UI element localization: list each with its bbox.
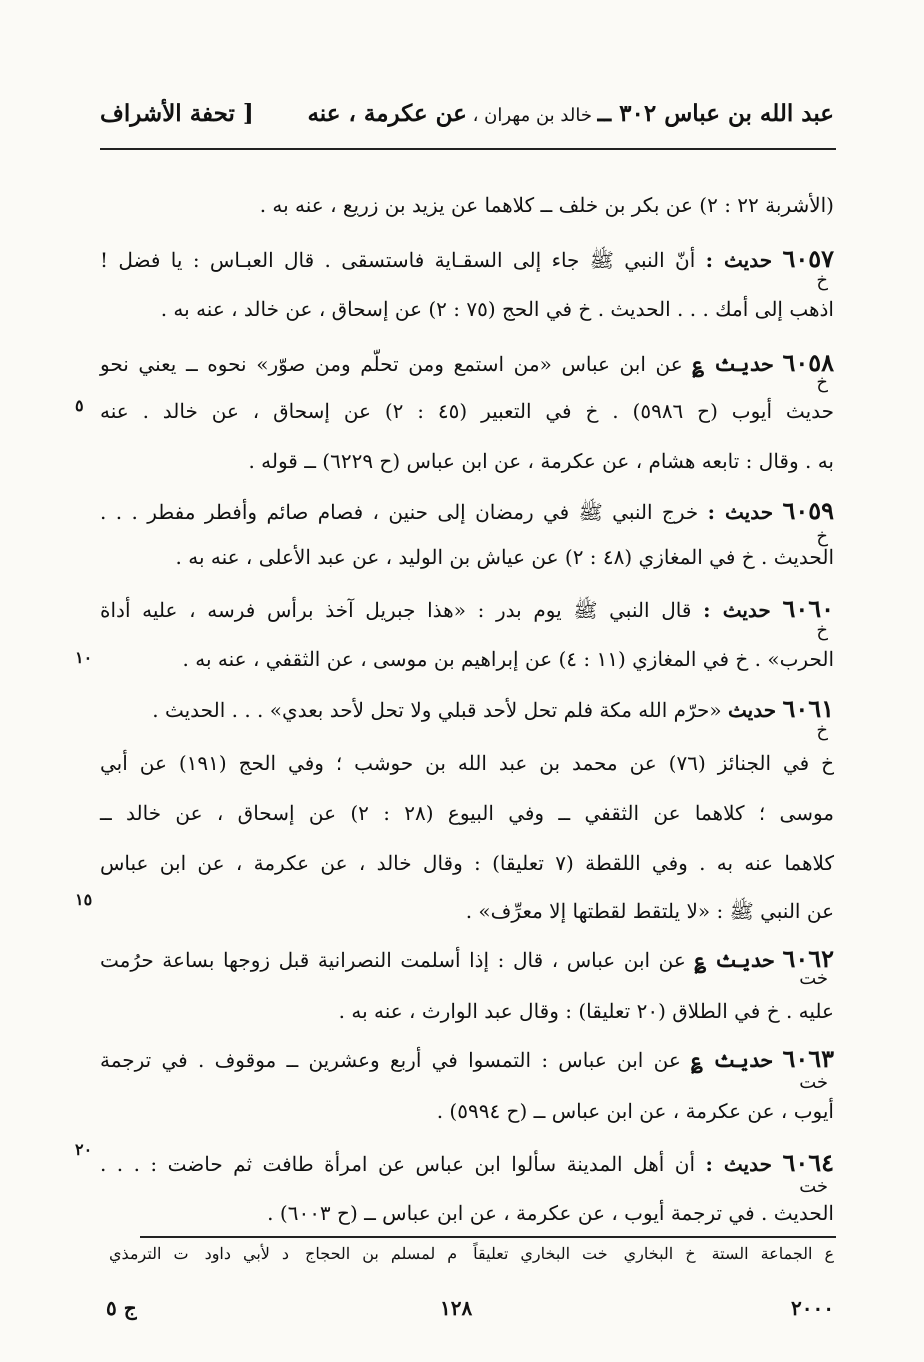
text-line [100, 438, 834, 484]
sigla-key [105, 1244, 834, 1263]
hadith-number: ٦٠٦٢ [782, 944, 834, 973]
source-siglum: خ [816, 372, 828, 393]
hadith-keyword: حديث : [703, 598, 771, 622]
sigla-key-item: م لمسلم بن الحجاج [305, 1244, 458, 1263]
line-text: أيوب ، عن عكرمة ، عن ابن عباس ــ (ح ٥٩٩٤) . [436, 1099, 834, 1123]
running-header [100, 100, 834, 140]
text-line [100, 286, 834, 332]
text-line [100, 840, 834, 886]
hadith-number: ٦٠٥٩ [782, 496, 835, 525]
line-text: (الأشربة ٢٢ : ٢) عن بكر بن خلف ــ كلاهما عن يزيد بن زريع ، عنه به . [259, 193, 834, 217]
source-siglum: خت [799, 1072, 828, 1093]
line-text: حديث أيوب (ح ٥٩٨٦) . خ في التعبير (٤٥ : ٢) عن إسحاق ، عن خالد . عنه [100, 399, 834, 423]
text-line [100, 182, 834, 228]
margin-line-number: ١٠ [75, 648, 93, 667]
line-text: كلاهما عنه به . وفي اللقطة (٧ تعليقا) : وقال خالد ، عن عكرمة ، عن ابن عباس [100, 851, 834, 875]
page-number: ١٢٨ [440, 1296, 473, 1320]
source-siglum: خ [816, 620, 828, 641]
header-chapter-title [307, 100, 834, 127]
hadith-keyword: حديث : [705, 248, 773, 272]
hadith-keyword: حديث ؏ [691, 1048, 773, 1072]
source-siglum: خ [816, 720, 828, 741]
margin-line-number: ١٥ [75, 890, 93, 909]
hadith-keyword: حديث ؏ [694, 948, 774, 972]
sigla-key-item: د لأبي داود [204, 1244, 290, 1263]
line-text: اذهب إلى أمك . . . الحديث . خ في الحج (٧٥ : ٢) عن إسحاق ، عن خالد ، عنه به . [160, 297, 834, 321]
text-line [100, 636, 834, 682]
text-line [100, 988, 834, 1034]
volume-number: ج ٥ [106, 1296, 137, 1320]
sigla-key-item: خت البخاري تعليقاً [473, 1244, 608, 1263]
hadith-entry-line [100, 1140, 834, 1186]
hadith-number: ٦٠٦٣ [782, 1044, 835, 1073]
source-siglum: خت [799, 1176, 828, 1197]
line-text: عن ابن عباس : التمسوا في أربع وعشرين ــ موقوف . في ترجمة [100, 1048, 681, 1072]
text-line [100, 534, 834, 580]
source-siglum: خ [816, 270, 828, 291]
hadith-keyword: حديث [728, 698, 777, 722]
hadith-keyword: حديث ؏ [692, 352, 773, 376]
header-bold-1: عبد الله بن عباس ٣٠٢ ــ [597, 100, 834, 127]
header-book-title: [ تحفة الأشراف [100, 100, 254, 127]
line-text: عن ابن عباس «من استمع ومن تحلّم ومن صوّر» نحوه ــ يعني نحو [100, 352, 683, 376]
header-rule [100, 148, 836, 150]
line-text: «حرّم الله مكة فلم تحل لأحد قبلي ولا تحل لأحد بعدي» . . . الحديث . [152, 698, 722, 722]
line-text: عن النبي ﷺ : «لا يلتقط لقطتها إلا معرِّف» . [465, 899, 834, 923]
line-text: الحديث . خ في المغازي (٤٨ : ٢) عن عياش بن الوليد ، عن عبد الأعلى ، عنه به . [175, 545, 834, 569]
line-text: الحرب» . خ في المغازي (١١ : ٤) عن إبراهيم بن موسى ، عن الثقفي ، عنه به . [182, 647, 834, 671]
folio-right: ٢٠٠٠ [791, 1296, 834, 1320]
hadith-entry-line [100, 1036, 834, 1082]
source-siglum: خت [799, 968, 828, 989]
header-narrator: خالد بن مهران ، [466, 105, 598, 126]
line-text: أنّ النبي ﷺ جاء إلى السقـاية فاستسقى . قال العبـاس : يا فضل ! [100, 248, 696, 272]
hadith-keyword: حديث : [705, 1152, 772, 1176]
hadith-number: ٦٠٥٧ [782, 244, 834, 273]
footnote-rule [140, 1236, 836, 1238]
hadith-entry-line [100, 586, 834, 632]
hadith-entry-line [100, 936, 834, 982]
margin-line-number: ٢٠ [75, 1140, 93, 1159]
line-text: أن أهل المدينة سألوا ابن عباس عن امرأة طافت ثم حاضت : . . . [100, 1152, 696, 1176]
line-text: الحديث . في ترجمة أيوب ، عن عكرمة ، عن ابن عباس ــ (ح ٦٠٠٣) . [267, 1201, 834, 1225]
hadith-entry-line [100, 340, 834, 386]
source-siglum: خ [816, 526, 828, 547]
hadith-keyword: حديث : [707, 500, 774, 524]
text-line [100, 388, 834, 434]
hadith-entry-line [100, 686, 834, 732]
margin-line-number: ٥ [75, 396, 84, 415]
sigla-key-item: ع الجماعة الستة [711, 1244, 835, 1263]
hadith-number: ٦٠٥٨ [782, 348, 835, 377]
line-text: خ في الجنائز (٧٦) عن محمد بن عبد الله بن حوشب ؛ وفي الحج (١٩١) عن أبي [100, 751, 835, 775]
line-text: عن ابن عباس ، قال : إذا أسلمت النصرانية قبل زوجها بساعة حرُمت [100, 948, 686, 972]
line-text: خرج النبي ﷺ في رمضان إلى حنين ، فصام صائم وأفطر مفطر . . . [100, 500, 699, 524]
sigla-key-item: ت الترمذي [109, 1244, 189, 1263]
text-line [100, 1088, 834, 1134]
hadith-number: ٦٠٦٤ [782, 1148, 834, 1177]
line-text: قال النبي ﷺ يوم بدر : «هذا جبريل آخذ برأس فرسه ، عليه أداة [100, 598, 692, 622]
hadith-entry-line [100, 488, 834, 534]
sigla-key-item: خ البخاري [623, 1244, 696, 1263]
hadith-entry-line [100, 236, 834, 282]
header-bold-2: عن عكرمة ، عنه [307, 100, 467, 127]
line-text: عليه . خ في الطلاق (٢٠ تعليقا) : وقال عبد الوارث ، عنه به . [338, 999, 834, 1023]
hadith-number: ٦٠٦١ [782, 694, 834, 723]
text-line [100, 888, 834, 934]
text-line [100, 1190, 834, 1236]
text-line [100, 790, 834, 836]
hadith-number: ٦٠٦٠ [782, 594, 835, 623]
text-line [100, 740, 834, 786]
line-text: موسى ؛ كلاهما عن الثقفي ــ وفي البيوع (٢٨ : ٢) عن إسحاق ، عن خالد ــ [100, 801, 834, 825]
line-text: به . وقال : تابعه هشام ، عن عكرمة ، عن ابن عباس (ح ٦٢٢٩) ــ قوله . [248, 449, 834, 473]
